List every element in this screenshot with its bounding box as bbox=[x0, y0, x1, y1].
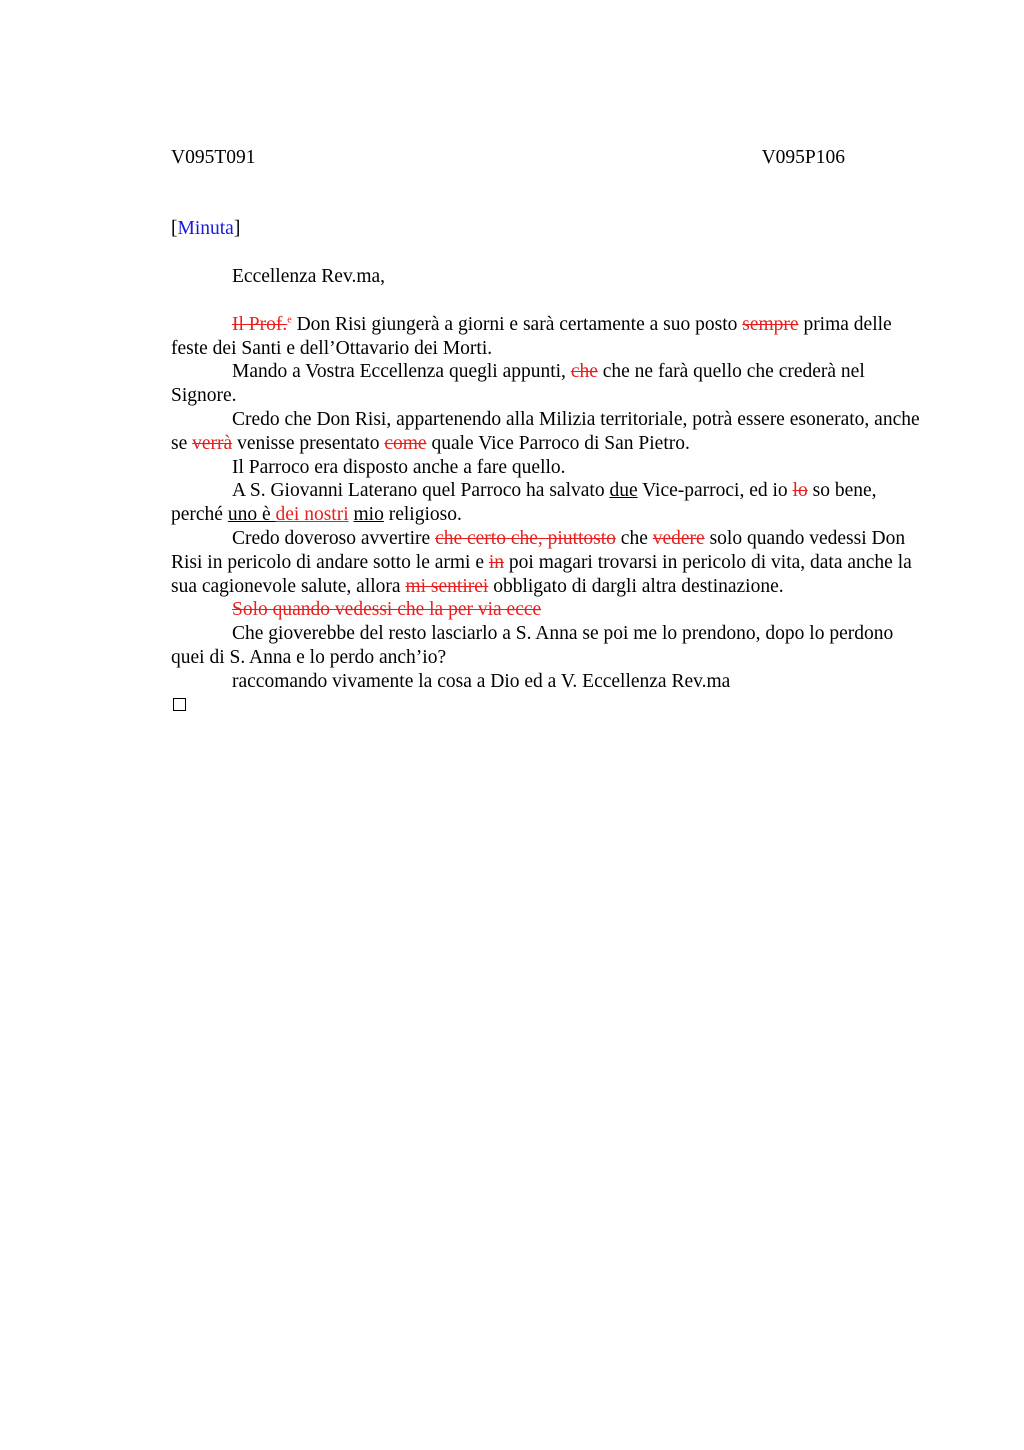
deleted-superscript: e bbox=[287, 314, 292, 326]
paragraph-text: Credo doveroso avvertire bbox=[232, 527, 436, 549]
deleted-text: in bbox=[488, 551, 505, 573]
document-type-label bbox=[171, 217, 240, 241]
deleted-text: sempre bbox=[742, 313, 799, 335]
paragraph-text: che ne farà quello che crederà nel Signore. bbox=[171, 361, 865, 407]
underlined-text: mio bbox=[353, 504, 384, 526]
deleted-text: dei nostri bbox=[275, 504, 349, 526]
deleted-text: che certo che, piuttosto bbox=[435, 527, 616, 549]
paragraph-text: so bene, perché bbox=[171, 480, 877, 526]
end-marker-box-icon bbox=[173, 698, 186, 711]
reference-header bbox=[171, 146, 845, 170]
deleted-text: che bbox=[570, 361, 598, 383]
paragraph-3 bbox=[171, 408, 926, 456]
paragraph-5 bbox=[171, 479, 926, 527]
paragraph-text: quale Vice Parroco di San Pietro. bbox=[426, 432, 690, 454]
paragraph-text: venisse presentato bbox=[232, 432, 385, 454]
bracket-close: ] bbox=[233, 218, 241, 239]
paragraph-9: raccomando vivamente la cosa a Dio ed a V. Eccellenza Rev.ma bbox=[232, 670, 731, 692]
paragraph-1 bbox=[171, 313, 926, 361]
deleted-text: vedere bbox=[652, 527, 705, 549]
volume-text-reference: V095T091 bbox=[171, 147, 256, 168]
deleted-text: lo bbox=[792, 480, 808, 502]
paragraph-7-deleted bbox=[171, 598, 926, 622]
salutation: Eccellenza Rev.ma, bbox=[232, 266, 386, 287]
underlined-text: due bbox=[609, 480, 638, 502]
paragraph-text: Mando a Vostra Eccellenza quegli appunti, bbox=[232, 361, 571, 383]
deleted-text: Il Prof. bbox=[232, 313, 288, 335]
paragraph-text: Don Risi giungerà a giorni e sarà certamente a suo posto bbox=[291, 313, 743, 335]
paragraph-text: che bbox=[615, 527, 653, 549]
paragraph-6 bbox=[171, 527, 926, 598]
deleted-text: come bbox=[384, 432, 427, 454]
underlined-text: uno è bbox=[227, 504, 276, 526]
paragraph-2 bbox=[171, 360, 926, 408]
paragraph-text: obbligato di dargli altra destinazione. bbox=[488, 575, 784, 597]
deleted-text: Solo quando vedessi che la per via ecce bbox=[232, 599, 542, 621]
paragraph-8: Che gioverebbe del resto lasciarlo a S. Anna se poi me lo prendono, dopo lo perdono quei di S. Anna e lo perdo anch’io? bbox=[171, 623, 894, 668]
deleted-text: mi sentirei bbox=[405, 575, 489, 597]
paragraph-text: solo quando vedessi Don Risi in pericolo di andare sotto le armi e bbox=[171, 527, 906, 573]
letter-body bbox=[171, 265, 926, 694]
paragraph-text: religioso. bbox=[383, 504, 462, 526]
deleted-text: verrà bbox=[192, 432, 233, 454]
paragraph-4: Il Parroco era disposto anche a fare quello. bbox=[232, 456, 566, 478]
volume-page-reference: V095P106 bbox=[761, 147, 845, 168]
paragraph-text: A S. Giovanni Laterano quel Parroco ha salvato bbox=[232, 480, 610, 502]
paragraph-text: prima delle feste dei Santi e dell’Ottavario dei Morti. bbox=[171, 313, 892, 359]
doc-type-minuta: Minuta bbox=[177, 218, 234, 239]
paragraph-text: poi magari trovarsi in pericolo di vita, data anche la sua cagionevole salute, allora bbox=[171, 551, 912, 597]
paragraph-text: Credo che Don Risi, appartenendo alla Milizia territoriale, potrà essere esonerato, anche se bbox=[171, 408, 920, 454]
bracket-open: [ bbox=[171, 218, 178, 239]
paragraph-text: Vice-parroci, ed io bbox=[637, 480, 793, 502]
